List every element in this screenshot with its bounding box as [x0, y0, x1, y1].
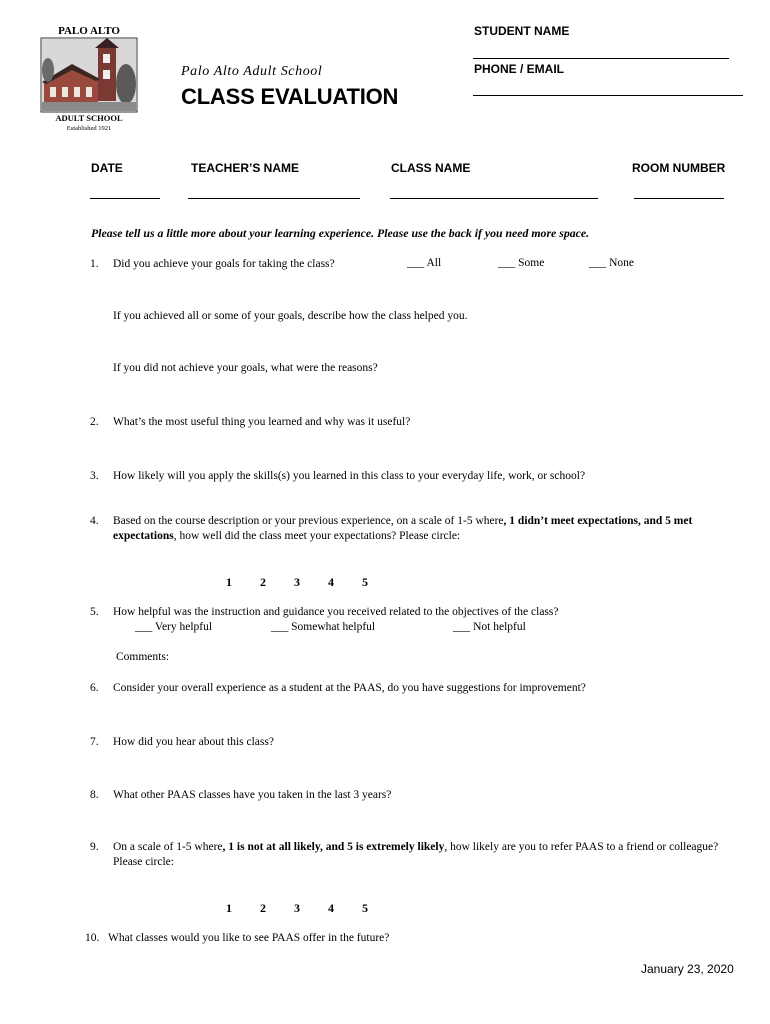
q9-scale-1[interactable]: 1 — [226, 901, 232, 915]
question-text: What other PAAS classes have you taken in the last 3 years? — [113, 789, 392, 801]
school-logo — [38, 24, 140, 132]
logo-top-text: PALO ALTO — [58, 25, 120, 37]
question-text: Consider your overall experience as a student at the PAAS, do you have suggestions for improvement? — [113, 682, 586, 694]
question-number: 7. — [90, 736, 99, 748]
option-not-helpful[interactable]: ___ Not helpful — [453, 621, 526, 633]
class-name-label: CLASS NAME — [391, 161, 471, 175]
question-text: What classes would you like to see PAAS offer in the future? — [108, 932, 390, 944]
question-number: 1. — [90, 258, 99, 270]
intro-text: Please tell us a little more about your learning experience. Please use the back if you need more space. — [91, 226, 590, 240]
class-name-field[interactable] — [390, 198, 598, 199]
question-text: How helpful was the instruction and guidance you received related to the objectives of the class? — [113, 606, 559, 618]
school-name: Palo Alto Adult School — [181, 64, 323, 79]
q9-scale-4[interactable]: 4 — [328, 901, 334, 915]
logo-established: Established 1921 — [66, 125, 112, 132]
question-number: 10. — [85, 932, 100, 944]
room-number-field[interactable] — [634, 198, 724, 199]
q1-follow-up-reasons: If you did not achieve your goals, what were the reasons? — [113, 362, 378, 374]
q4-scale-5[interactable]: 5 — [362, 575, 368, 589]
student-name-field[interactable] — [473, 58, 729, 59]
question-text: What’s the most useful thing you learned and why was it useful? — [113, 416, 411, 428]
teacher-name-field[interactable] — [188, 198, 360, 199]
question-number: 8. — [90, 789, 99, 801]
q9-scale-5[interactable]: 5 — [362, 901, 368, 915]
question-text: Did you achieve your goals for taking the class? — [113, 258, 335, 270]
question-number: 6. — [90, 682, 99, 694]
question-text: How likely will you apply the skills(s) you learned in this class to your everyday life, work, or school? — [113, 470, 586, 482]
date-label: DATE — [91, 161, 123, 175]
option-very-helpful[interactable]: ___ Very helpful — [135, 621, 213, 633]
phone-email-field[interactable] — [473, 95, 743, 96]
q9-scale-3[interactable]: 3 — [294, 901, 300, 915]
q4-scale-4[interactable]: 4 — [328, 575, 334, 589]
question-text: Based on the course description or your previous experience, on a scale of 1-5 where, 1 didn’t meet expectations, and 5 met expectations, how well did the class meet your expectations? Please circle: — [113, 515, 693, 542]
date-field[interactable] — [90, 198, 160, 199]
q4-scale-2[interactable]: 2 — [260, 575, 266, 589]
question-text: On a scale of 1-5 where, 1 is not at all likely, and 5 is extremely likely, how likely are you to refer PAAS to a friend or colleague? Please circle: — [113, 841, 719, 868]
q4-scale-1[interactable]: 1 — [226, 575, 232, 589]
teacher-name-label: TEACHER’S NAME — [191, 161, 300, 175]
student-name-label: STUDENT NAME — [474, 24, 570, 38]
room-number-label: ROOM NUMBER — [632, 161, 726, 175]
q1-follow-up-helped: If you achieved all or some of your goals, describe how the class helped you. — [113, 310, 468, 322]
option-all[interactable]: ___ All — [407, 257, 442, 269]
phone-email-label: PHONE / EMAIL — [474, 62, 565, 76]
logo-bottom-text: ADULT SCHOOL — [55, 113, 123, 123]
question-number: 4. — [90, 515, 99, 527]
question-number: 5. — [90, 606, 99, 618]
form-title: CLASS EVALUATION — [181, 84, 399, 109]
option-somewhat-helpful[interactable]: ___ Somewhat helpful — [271, 621, 376, 633]
q4-scale-3[interactable]: 3 — [294, 575, 300, 589]
question-number: 9. — [90, 841, 99, 853]
question-number: 2. — [90, 416, 99, 428]
option-none[interactable]: ___ None — [589, 257, 635, 269]
option-some[interactable]: ___ Some — [498, 257, 545, 269]
question-number: 3. — [90, 470, 99, 482]
comments-label: Comments: — [116, 651, 170, 663]
question-text: How did you hear about this class? — [113, 736, 274, 748]
q9-scale-2[interactable]: 2 — [260, 901, 266, 915]
footer-date: January 23, 2020 — [641, 962, 734, 976]
